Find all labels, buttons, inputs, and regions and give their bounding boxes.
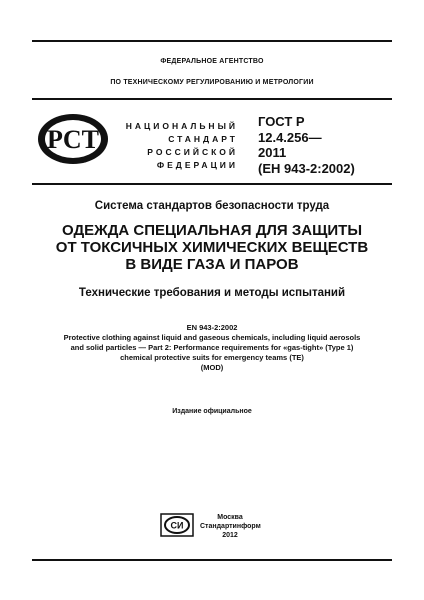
agency-line-2: ПО ТЕХНИЧЕСКОМУ РЕГУЛИРОВАНИЮ И МЕТРОЛОГИИ (110, 79, 314, 86)
series-title: Система стандартов безопасности труда (94, 200, 330, 212)
publisher-city: Москва (217, 514, 243, 521)
publisher-year: 2012 (222, 532, 238, 539)
edition-label: Издание официальное (172, 408, 252, 415)
standartinform-logo (160, 513, 194, 537)
main-title-line-1: ОДЕЖДА СПЕЦИАЛЬНАЯ ДЛЯ ЗАЩИТЫ (62, 222, 362, 239)
publisher-info (200, 513, 260, 540)
subtitle: Технические требования и методы испытаний (78, 287, 346, 299)
gost-line-4: (ЕН 943-2:2002) (258, 160, 355, 176)
en-line-2: and solid particles — Part 2: Performance requirements for «gas-tight» (Type 1) (70, 343, 354, 352)
svg-text:PCT: PCT (47, 125, 99, 154)
gost-r-logo (36, 112, 110, 166)
gost-line-3: 2011 (258, 145, 287, 160)
publisher-name: Стандартинформ (200, 523, 261, 530)
national-line-4: ФЕДЕРАЦИИ (156, 160, 238, 170)
svg-text:СИ: СИ (170, 520, 184, 531)
main-title (32, 222, 392, 273)
en-line-3: chemical protective suits for emergency teams (ТЕ) (120, 353, 304, 362)
national-line-1: НАЦИОНАЛЬНЫЙ (125, 121, 238, 131)
agency-line-1: ФЕДЕРАЛЬНОЕ АГЕНТСТВО (160, 58, 264, 65)
national-line-2: СТАНДАРТ (168, 134, 238, 144)
bottom-rule (32, 559, 392, 561)
gost-line-2: 12.4.256— (258, 129, 322, 145)
national-standard-label (116, 120, 238, 172)
national-line-3: РОССИЙСКОЙ (147, 147, 238, 157)
main-title-line-2: ОТ ТОКСИЧНЫХ ХИМИЧЕСКИХ ВЕЩЕСТВ (55, 239, 369, 256)
gost-line-1: ГОСТ Р (258, 114, 305, 129)
en-line-4: (MOD) (200, 363, 224, 372)
main-title-line-3: В ВИДЕ ГАЗА И ПАРОВ (125, 256, 299, 273)
standard-block-bottom-rule (32, 183, 392, 185)
en-description (32, 333, 392, 373)
top-rule (32, 40, 392, 42)
standard-block-top-rule (32, 98, 392, 100)
gost-number (258, 114, 378, 176)
en-reference: EN 943-2:2002 (186, 323, 238, 332)
en-line-1: Protective clothing against liquid and gaseous chemicals, including liquid aerosols (63, 333, 361, 342)
